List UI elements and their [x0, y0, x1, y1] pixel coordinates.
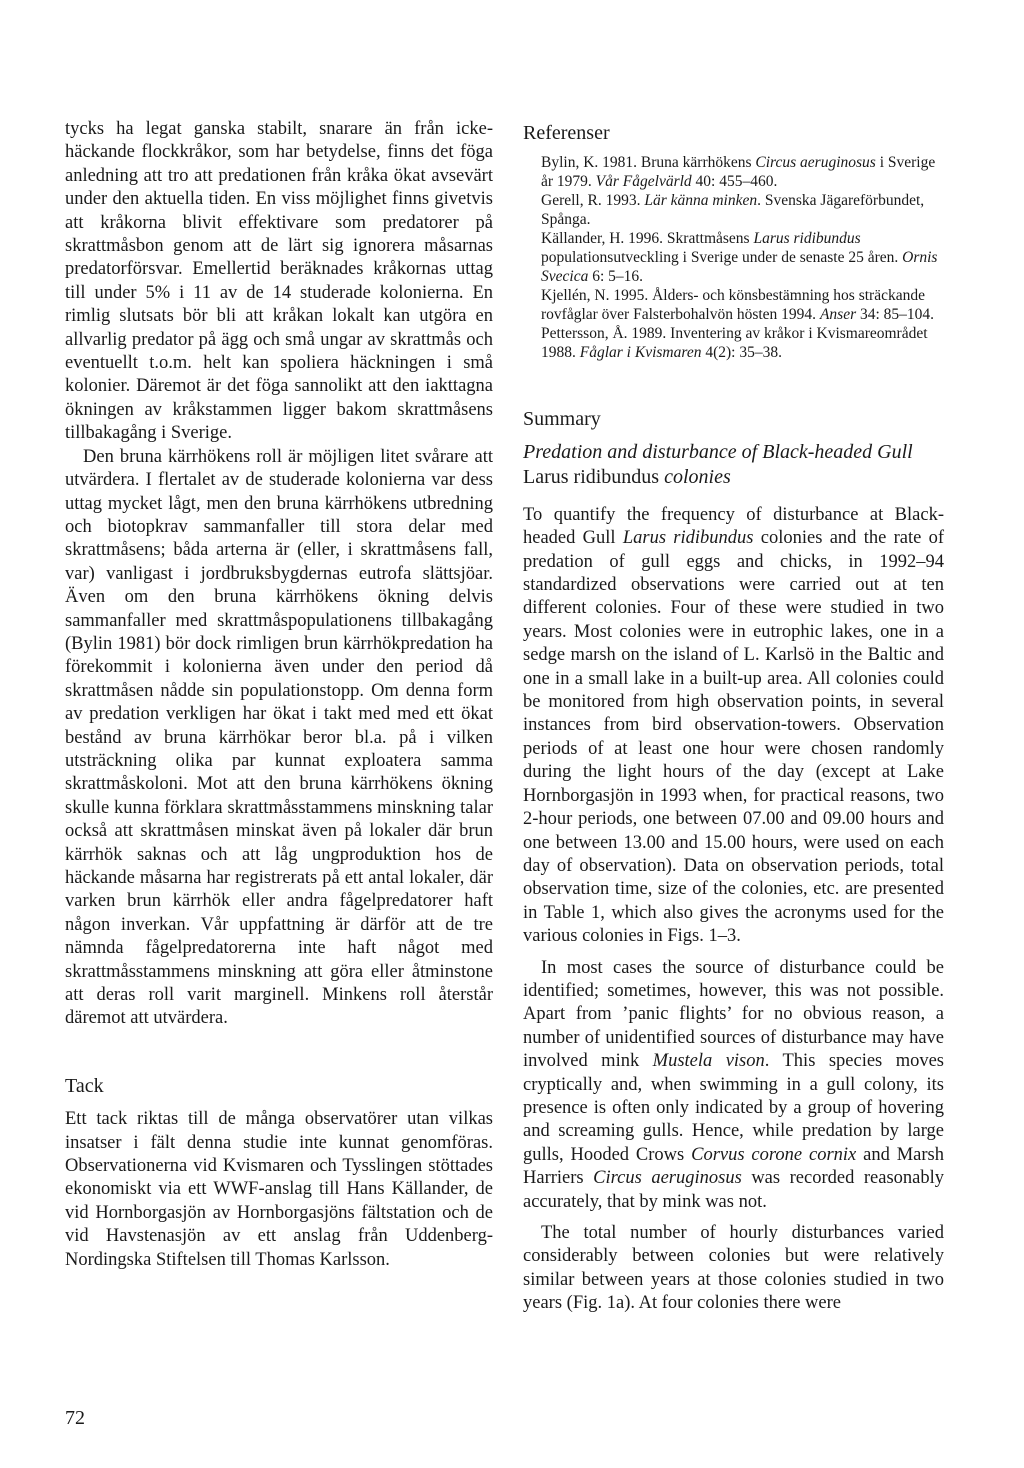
reference-text: Källander, H. 1996. Skrattmåsens — [541, 230, 754, 248]
reference-italic: Ornis Svecica — [541, 249, 938, 286]
reference-item — [523, 153, 944, 191]
reference-item — [523, 324, 944, 362]
reference-item — [523, 191, 944, 229]
reference-text: . Svenska Jägareförbundet, Spånga. — [541, 192, 925, 229]
summary-paragraph-1 — [523, 504, 944, 949]
summary-text: and Marsh Harriers — [523, 1144, 944, 1189]
summary-title — [523, 440, 944, 490]
body-paragraph-2: Den bruna kärrhökens roll är möjligen litet svårare att utvärdera. I flertalet av de studerade kolonierna var dess uttag mycket lågt, men den bruna kärrhökens utbredning och biotopkrav sammanfaller till stora delar med skrattmåsens; båda arterna är (eller, i skrattmåsens fall, var) vanligast i jordbruksbygdernas eutrofa slättsjöar. Även om den bruna kärrhökens ökning delvis sammanfaller med skrattmåspopulationens tillbakagång (Bylin 1981) bör dock rimligen brun kärrhökpredation ha förekommit i kolonierna även under den period då skrattmåsen nådde sin populationstopp. Om denna form av predation verkligen har ökat i takt med med ett ökat bestånd av bruna kärrhökar beror bl.a. på i vilken utsträckning olika par kunnat exploatera samma skrattmåskoloni. Mot att den bruna kärrhökens ökning skulle kunna förklara skrattmåsstammens minskning talar också att skrattmåsen minskat även på lokaler där brun kärrhök saknas och att låg ungproduktion hos de häckande måsarna har registrerats på ett antal lokaler, där varken brun kärrhök eller andra fågelpredatorer haft någon inverkan. Vår uppfattning är därför att de tre nämnda fågelpredatorerna inte haft något med skrattmåsstammens minskning att göra eller åtminstone att deras roll varit marginell. Minkens roll återstår däremot att utvärdera. — [65, 446, 493, 1029]
reference-italic: Anser — [819, 306, 857, 324]
summary-paragraph-3: The total number of hourly disturbances varied considerably between colonies but were relatively similar between years at those colonies studied in two years (Fig. 1a). At four colonies there were — [523, 1223, 944, 1314]
reference-item — [523, 229, 944, 286]
reference-text: 40: 455–460. — [691, 173, 778, 191]
references-heading: Referenser — [523, 122, 610, 144]
reference-text: 6: 5–16. — [588, 268, 644, 286]
summary-text: . This species moves cryptically and, when swimming in a gull colony, its presence is often only indicated by a group of hovering and screaming gulls. Hence, while predation by large gulls, Hooded Crows — [523, 1051, 944, 1165]
reference-text: populationsutveckling i Sverige under de senaste 25 åren. — [541, 249, 903, 267]
reference-italic: Larus ridibundus — [753, 230, 861, 248]
reference-text: Kjellén, N. 1995. Ålders- och könsbestämning hos sträckande rovfåglar över Falsterbohalvön hösten 1994. — [541, 287, 925, 324]
body-paragraph-1: tycks ha legat ganska stabilt, snarare än från icke-häckande flockkråkor, som har betydelse, finns det föga anledning att tro att predationen från kråka ökat avsevärt under den aktuella tiden. En viss möjlighet finns givetvis att kråkorna blivit effektivare som predatorer på skrattmåsbon genom att de lärt sig ignorera måsarnas predatorförsvar. Emellertid beräknades kråkornas uttag till under 5% i 11 av de 14 studerade kolonierna. En rimlig slutsats bör bli att kråkan lokalt kan utgöra en allvarlig predator på ägg och små ungar av skrattmås och eventuellt t.o.m. helt kan spoliera häckningen i små kolonier. Däremot är det föga sannolikt att den iakttagna ökningen av kråkstammen ligger bakom skrattmåsens tillbakagång i Sverige. — [65, 119, 493, 444]
summary-paragraph-2 — [523, 957, 944, 1214]
references-list — [523, 153, 944, 362]
reference-italic: Fåglar i Kvismaren — [579, 344, 702, 362]
reference-text: 34: 85–104. — [856, 306, 935, 324]
right-column — [523, 118, 944, 1316]
summary-text: In most cases the source of disturbance could be identified; sometimes, however, this was not possible. Apart from ’panic flights’ for no obvious reason, a number of unidentified sources of disturbance may have involved mink — [523, 957, 944, 1072]
reference-italic: Circus aeruginosus — [755, 154, 876, 172]
page-number: 72 — [65, 1407, 85, 1429]
left-column — [65, 118, 493, 1272]
summary-italic: Circus aeruginosus — [593, 1168, 742, 1189]
reference-text: Pettersson, Å. 1989. Inventering av kråkor i Kvismareområdet 1988. — [541, 325, 928, 362]
summary-title-part: Predation and disturbance of Black-headed Gull — [523, 440, 913, 463]
summary-italic: Corvus corone cornix — [691, 1144, 857, 1165]
summary-italic: Larus ridibundus — [622, 528, 754, 549]
summary-text: To quantify the frequency of disturbance at Black-headed Gull — [523, 504, 944, 549]
reference-text: 4(2): 35–38. — [701, 344, 782, 362]
summary-italic: Mustela vison — [652, 1051, 765, 1072]
summary-title-part: colonies — [664, 465, 731, 488]
reference-italic: Lär känna minken — [644, 192, 758, 210]
summary-text: was recorded reasonably accurately, that by mink was not. — [523, 1168, 944, 1212]
reference-item — [523, 286, 944, 324]
reference-text: Gerell, R. 1993. — [541, 192, 645, 210]
reference-italic: Vår Fågelvärld — [595, 173, 692, 191]
summary-heading: Summary — [523, 408, 601, 431]
summary-title-part: Larus ridibundus — [523, 465, 660, 488]
reference-text: Bylin, K. 1981. Bruna kärrhökens — [541, 154, 756, 172]
reference-text: i Sverige år 1979. — [541, 154, 936, 191]
tack-paragraph: Ett tack riktas till de många observatörer utan vilkas insatser i fält denna studie inte kunnat genomföras. Observationerna vid Kvismaren och Tysslingen stöttades ekonomiskt via ett WWF-anslag till Hans Källander, de vid Hornborgasjön av Hornborgasjöns fältstation och de vid Havstenasjön av ett anslag från Uddenberg-Nordingska Stiftelsen till Thomas Karlsson. — [65, 1109, 493, 1270]
tack-heading: Tack — [65, 1074, 104, 1097]
summary-text: colonies and the rate of predation of gull eggs and chicks, in 1992–94 standardized observations were carried out at ten different colonies. Four of these were studied in two years. Most colonies were in eutrophic lakes, one in a sedge marsh on the island of L. Karlsö in the Baltic and one in a small lake in a built-up area. All colonies could be monitored from high observation points, in several instances from bird observation-towers. Observation periods of at least one hour were chosen randomly during the light hours of the day (except at Lake Hornborgasjön in 1993 when, for practical reasons, two 2-hour periods, one between 07.00 and 09.00 hours and one between 13.00 and 15.00 hours, were used on each day of observation). Data on observation periods, total observation time, size of the colonies, etc. are presented in Table 1, which also gives the acronyms used for the various colonies in Figs. 1–3. — [523, 528, 944, 947]
